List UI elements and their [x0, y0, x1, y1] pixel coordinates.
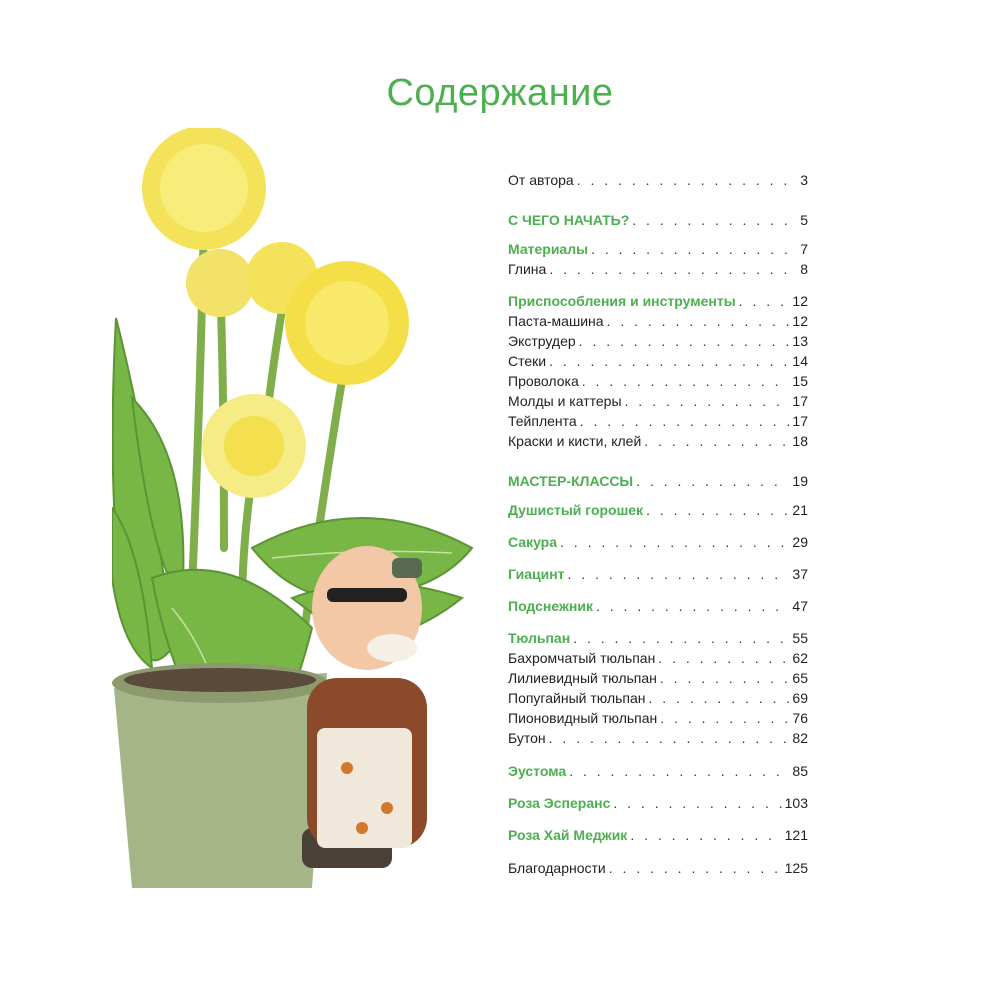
- toc-entry-label: Сакура: [508, 534, 558, 550]
- toc-entry-glina[interactable]: [508, 259, 808, 279]
- leader-dots: [660, 668, 790, 688]
- toc-page-number: 12: [792, 313, 808, 329]
- toc-entry-moldy[interactable]: [508, 391, 808, 411]
- toc-entry-label: Материалы: [508, 241, 589, 257]
- toc-entry-label: Молды и каттеры: [508, 393, 622, 409]
- leader-dots: [636, 471, 789, 491]
- toc-page-number: 85: [792, 763, 808, 779]
- toc-entry-label: Экструдер: [508, 333, 576, 349]
- toc-section-tyulpan[interactable]: [508, 628, 808, 648]
- leader-dots: [591, 239, 797, 259]
- leader-dots: [609, 858, 782, 878]
- leader-dots: [630, 825, 781, 845]
- toc-entry-provoloka[interactable]: [508, 371, 808, 391]
- toc-page-number: 19: [792, 473, 808, 489]
- toc-entry-label: Пионовидный тюльпан: [508, 710, 658, 726]
- toc-page-number: 103: [784, 795, 808, 811]
- toc-page-number: 21: [792, 502, 808, 518]
- toc-page-number: 12: [792, 293, 808, 309]
- leader-dots: [549, 259, 797, 279]
- toc-entry-label: Благодарности: [508, 860, 606, 876]
- toc-entry-bakhromchatyi[interactable]: [508, 648, 808, 668]
- toc-entry-label: Проволока: [508, 373, 579, 389]
- leader-dots: [646, 500, 789, 520]
- toc-page-number: 7: [800, 241, 808, 257]
- toc-entry-label: От автора: [508, 172, 574, 188]
- toc-page-number: 47: [792, 598, 808, 614]
- toc-page-number: 121: [784, 827, 808, 843]
- dandelion-pot-illustration: [112, 128, 487, 898]
- toc-page-number: 82: [792, 730, 808, 746]
- toc-section-master-klassy[interactable]: [508, 471, 808, 491]
- leader-dots: [613, 793, 781, 813]
- toc-section-roza-khai-medzhik[interactable]: [508, 825, 808, 845]
- toc-page-number: 125: [784, 860, 808, 876]
- toc-section-materialy[interactable]: [508, 239, 808, 259]
- toc-entry-ot-avtora[interactable]: [508, 170, 808, 190]
- toc-entry-label: МАСТЕР-КЛАССЫ: [508, 473, 634, 489]
- toc-page-number: 17: [792, 413, 808, 429]
- toc-page-number: 15: [792, 373, 808, 389]
- toc-entry-label: Роза Хай Меджик: [508, 827, 628, 843]
- toc-section-sakura[interactable]: [508, 532, 808, 552]
- leader-dots: [625, 391, 790, 411]
- toc-entry-label: Подснежник: [508, 598, 593, 614]
- leader-dots: [658, 648, 789, 668]
- toc-entry-steki[interactable]: [508, 351, 808, 371]
- toc-entry-label: Роза Эсперанс: [508, 795, 611, 811]
- leader-dots: [580, 411, 790, 431]
- leader-dots: [549, 728, 790, 748]
- toc-entry-label: Паста-машина: [508, 313, 604, 329]
- toc-entry-label: Глина: [508, 261, 547, 277]
- leader-dots: [607, 311, 790, 331]
- toc-section-eustoma[interactable]: [508, 761, 808, 781]
- toc-entry-buton[interactable]: [508, 728, 808, 748]
- toc-entry-label: Попугайный тюльпан: [508, 690, 646, 706]
- toc-entry-label: Эустома: [508, 763, 567, 779]
- toc-page-number: 29: [792, 534, 808, 550]
- toc-entry-lilievidnyi[interactable]: [508, 668, 808, 688]
- toc-page-number: 62: [792, 650, 808, 666]
- leader-dots: [660, 708, 789, 728]
- toc-section-s-chego-nachat[interactable]: [508, 210, 808, 230]
- toc-page-number: 76: [792, 710, 808, 726]
- toc-entry-label: Душистый горошек: [508, 502, 644, 518]
- leader-dots: [632, 210, 797, 230]
- toc-section-roza-esperans[interactable]: [508, 793, 808, 813]
- toc-entry-label: Приспособления и инструменты: [508, 293, 736, 309]
- toc-entry-label: Гиацинт: [508, 566, 565, 582]
- toc-entry-label: Бутон: [508, 730, 546, 746]
- toc-page-number: 13: [792, 333, 808, 349]
- leader-dots: [579, 331, 790, 351]
- leader-dots: [568, 564, 790, 584]
- toc-entry-label: Лилиевидный тюльпан: [508, 670, 657, 686]
- toc-entry-label: Стеки: [508, 353, 547, 369]
- leader-dots: [649, 688, 790, 708]
- toc-section-dushistyi-goroshek[interactable]: [508, 500, 808, 520]
- toc-entry-blagodarnosti[interactable]: [508, 858, 808, 878]
- toc-page-number: 17: [792, 393, 808, 409]
- toc-entry-pionovidnyi[interactable]: [508, 708, 808, 728]
- toc-entry-label: Бахромчатый тюльпан: [508, 650, 656, 666]
- toc-entry-label: Тейплента: [508, 413, 577, 429]
- toc-section-giatsint[interactable]: [508, 564, 808, 584]
- toc-entry-label: Краски и кисти, клей: [508, 433, 642, 449]
- toc-section-prisposobleniya[interactable]: [508, 291, 808, 311]
- leader-dots: [644, 431, 789, 451]
- leader-dots: [549, 351, 789, 371]
- toc-page-number: 37: [792, 566, 808, 582]
- toc-entry-label: Тюльпан: [508, 630, 571, 646]
- leader-dots: [560, 532, 789, 552]
- leader-dots: [573, 628, 789, 648]
- leader-dots: [569, 761, 789, 781]
- toc-page-number: 69: [792, 690, 808, 706]
- toc-page-number: 65: [792, 670, 808, 686]
- leader-dots: [739, 291, 790, 311]
- toc-entry-ekstruder[interactable]: [508, 331, 808, 351]
- toc-entry-popugainyi[interactable]: [508, 688, 808, 708]
- toc-page-number: 18: [792, 433, 808, 449]
- toc-entry-label: С ЧЕГО НАЧАТЬ?: [508, 212, 630, 228]
- leader-dots: [577, 170, 797, 190]
- toc-section-podsnezhnik[interactable]: [508, 596, 808, 616]
- leader-dots: [582, 371, 790, 391]
- toc-page-number: 55: [792, 630, 808, 646]
- toc-entry-kraski[interactable]: [508, 431, 808, 451]
- toc-page-number: 5: [800, 212, 808, 228]
- toc-entry-pasta-mashina[interactable]: [508, 311, 808, 331]
- page-title: Содержание: [386, 72, 614, 114]
- toc-page-number: 8: [800, 261, 808, 277]
- toc-entry-teiplenta[interactable]: [508, 411, 808, 431]
- leader-dots: [596, 596, 789, 616]
- toc-page-number: 14: [792, 353, 808, 369]
- toc-page-number: 3: [800, 172, 808, 188]
